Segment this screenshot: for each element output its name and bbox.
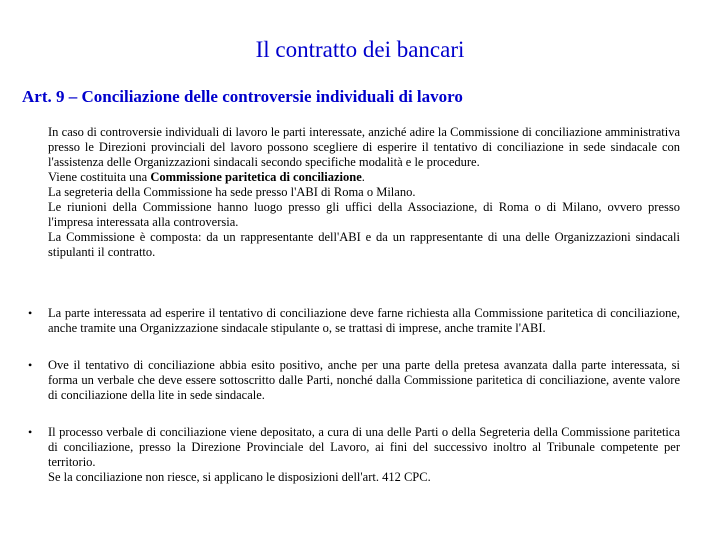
- commission-name: Commissione paritetica di conciliazione: [150, 170, 362, 184]
- section-heading: Art. 9 – Conciliazione delle controversie individuali di lavoro: [22, 87, 463, 106]
- intro-paragraph-3: La segreteria della Commissione ha sede presso l'ABI di Roma o Milano.: [48, 185, 416, 199]
- intro-paragraph-1: In caso di controversie individuali di lavoro le parti interessate, anziché adire la Commissione di conciliazione amministrativa presso le Direzioni provinciali del lavoro possono scegliere di esperire il tentativo di conciliazione in sede sindacale con l'assistenza delle Organizzazioni sindacali secondo specifiche modalità e le procedure.: [48, 125, 680, 169]
- bullet-text-continuation: Se la conciliazione non riesce, si applicano le disposizioni dell'art. 412 CPC.: [48, 470, 431, 484]
- bullet-marker: •: [28, 306, 33, 320]
- intro-paragraph-2: [48, 170, 680, 185]
- bullet-list: [28, 306, 680, 507]
- intro-paragraph-5: La Commissione è composta: da un rappresentante dell'ABI e da un rappresentante di una delle Organizzazioni sindacali stipulanti il contratto.: [48, 230, 680, 259]
- bullet-text: Il processo verbale di conciliazione viene depositato, a cura di una delle Parti o della Segreteria della Commissione paritetica di conciliazione, presso la Direzione Provinciale del Lavoro, ai fini del successivo inoltro al Tribunale competente per territorio.: [48, 425, 680, 469]
- intro-paragraph-4: Le riunioni della Commissione hanno luogo presso gli uffici della Associazione, di Roma o di Milano, ovvero presso l'impresa interessata alla controversia.: [48, 200, 680, 229]
- bullet-text: Ove il tentativo di conciliazione abbia esito positivo, anche per una parte della pretesa avanzata dalla parte interessata, si forma un verbale che deve essere sottoscritto dalle Parti, nonché dalla Commissione paritetica di conciliazione, avente valore di conciliazione della lite in sede sindacale.: [48, 358, 680, 402]
- intro-text: [48, 125, 680, 260]
- bullet-marker: •: [28, 358, 33, 372]
- list-item: [28, 306, 680, 336]
- intro-p2-after: .: [361, 170, 365, 184]
- intro-p2-before: Viene costituita una: [48, 170, 151, 184]
- list-item: [28, 425, 680, 485]
- list-item: [28, 358, 680, 403]
- bullet-text: La parte interessata ad esperire il tentativo di conciliazione deve farne richiesta alla Commissione paritetica di conciliazione, anche tramite una Organizzazione sindacale stipulante o, se trattasi di imprese, anche tramite l'ABI.: [48, 306, 680, 335]
- page-title: Il contratto dei bancari: [255, 37, 465, 62]
- bullet-marker: •: [28, 425, 33, 439]
